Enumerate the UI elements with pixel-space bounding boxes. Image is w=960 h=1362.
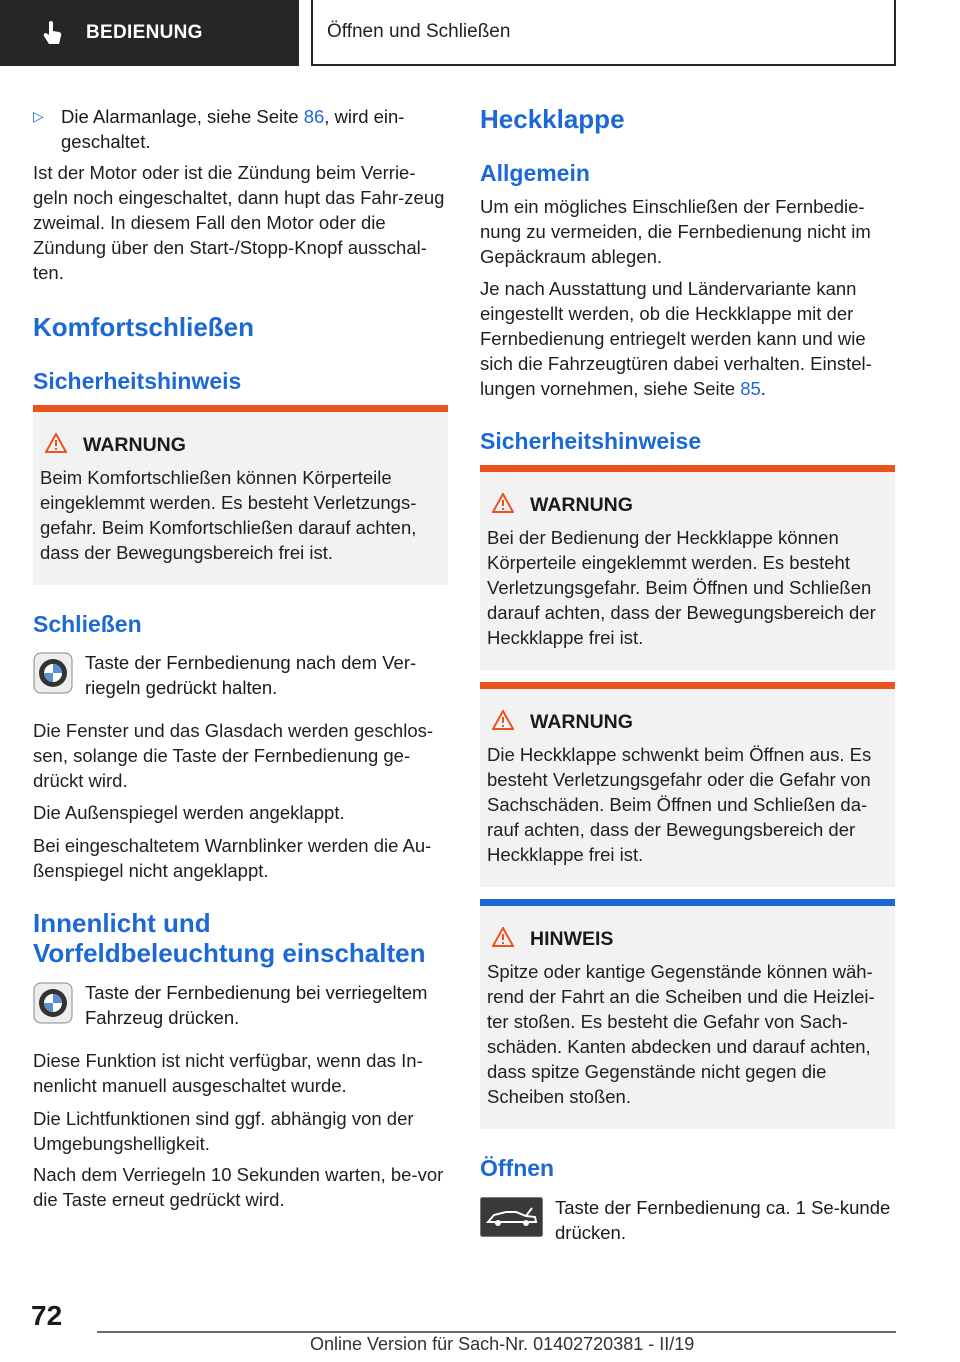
trunk-button-icon bbox=[480, 1197, 543, 1242]
warning-text: Bei der Bedienung der Heckklappe können Körperteile eingeklemmt werden. Es besteht Verletzungsgefahr. Beim Öffnen und Schließen darauf achten, dass der Bewegungsbereich der Heckklappe frei ist. bbox=[487, 527, 876, 648]
page-ref-86[interactable]: 86 bbox=[303, 106, 325, 127]
warning-triangle-icon bbox=[45, 433, 67, 458]
innenlicht-key-text: Taste der Fernbedienung bei verriegeltem Fahrzeug drücken. bbox=[85, 982, 428, 1028]
heading-schliessen: Schließen bbox=[33, 611, 142, 637]
heading-komfortschliessen: Komfortschließen bbox=[33, 312, 255, 342]
ausstattung-paragraph: Je nach Ausstattung und Ländervariante kann eingestellt werden, ob die Heckklappe mit der Fernbedienung entriegelt werden kann und wie sich die Fahrzeugtüren dabei verhalten. Einstel-lungen vornehmen, siehe Seite 85. bbox=[480, 278, 872, 399]
fenster-paragraph: Die Fenster und das Glasdach werden geschlos-sen, solange die Taste der Fernbedienung ge-drückt wird. bbox=[33, 720, 434, 791]
warning-text: Beim Komfortschließen können Körperteile eingeklemmt werden. Es besteht Verletzungs-gefahr. Beim Komfortschließen darauf achten, dass der Bewegungsbereich frei ist. bbox=[40, 467, 417, 563]
warning-label: WARNUNG bbox=[530, 711, 633, 733]
heading-innenlicht: Innenlicht und Vorfeldbeleuchtung einschalten bbox=[33, 908, 426, 968]
warning-box-heckklappe-2 bbox=[480, 682, 895, 887]
hint-text: Spitze oder kantige Gegenstände können wäh-rend der Fahrt an die Scheiben und die Heizlei-ter stoßen. Es besteht die Gefahr von Sach-schäden. Kanten abdecken und darauf achten, dass spitze Gegenstände nicht gegen die Scheiben stoßen. bbox=[487, 961, 875, 1107]
remote-key-logo-icon bbox=[33, 652, 73, 699]
hint-bar bbox=[480, 899, 895, 906]
hand-touch-icon bbox=[40, 20, 66, 46]
heading-heckklappe: Heckklappe bbox=[480, 104, 625, 134]
motor-paragraph: Ist der Motor oder ist die Zündung beim Verrie-geln noch eingeschaltet, dann hupt das Fahr-zeug zweimal. In diesem Fall den Motor oder die Zündung über den Start-/Stopp-Knopf ausschal-ten. bbox=[33, 162, 445, 283]
warning-triangle-icon bbox=[492, 710, 514, 735]
chapter-title: Öffnen und Schließen bbox=[327, 21, 511, 42]
hint-label: HINWEIS bbox=[530, 928, 614, 950]
footer-divider bbox=[97, 1331, 896, 1333]
triangle-bullet-icon: ▷ bbox=[33, 108, 44, 124]
heading-oeffnen: Öffnen bbox=[480, 1155, 555, 1181]
page-ref-85[interactable]: 85 bbox=[740, 378, 761, 399]
heading-sicherheitshinweise: Sicherheitshinweise bbox=[480, 428, 702, 454]
remote-key-logo-icon bbox=[33, 982, 73, 1029]
spiegel-paragraph: Die Außenspiegel werden angeklappt. bbox=[33, 802, 345, 823]
chapter-title-box bbox=[311, 0, 896, 66]
allgemein-paragraph: Um ein mögliches Einschließen der Fernbedie-nung zu vermeiden, die Fernbedienung nicht im Gepäckraum ablegen. bbox=[480, 196, 871, 267]
warnblinker-paragraph: Bei eingeschaltetem Warnblinker werden die Au-ßenspiegel nicht angeklappt. bbox=[33, 835, 432, 881]
section-tab bbox=[0, 0, 299, 66]
warning-bar bbox=[480, 682, 895, 689]
hint-box-scheiben bbox=[480, 899, 895, 1129]
section-label: BEDIENUNG bbox=[86, 22, 203, 43]
schliessen-key-text: Taste der Fernbedienung nach dem Ver-riegeln gedrückt halten. bbox=[85, 652, 417, 698]
footer-version-text: Online Version für Sach-Nr. 01402720381 - II/19 bbox=[310, 1334, 695, 1354]
heading-sicherheitshinweis: Sicherheitshinweis bbox=[33, 368, 242, 394]
bullet-text: Die Alarmanlage, siehe Seite bbox=[61, 106, 304, 127]
lichtfunktion-paragraph: Die Lichtfunktionen sind ggf. abhängig von der Umgebungshelligkeit. bbox=[33, 1108, 414, 1154]
warning-box-komfort bbox=[33, 405, 448, 585]
warning-bar bbox=[480, 465, 895, 472]
hint-triangle-icon bbox=[492, 927, 514, 952]
warning-label: WARNUNG bbox=[530, 494, 633, 516]
warning-triangle-icon bbox=[492, 493, 514, 518]
alarm-bullet bbox=[33, 104, 446, 154]
oeffnen-key-text: Taste der Fernbedienung ca. 1 Se-kunde drücken. bbox=[555, 1197, 891, 1243]
warning-label: WARNUNG bbox=[83, 434, 186, 456]
funktion-paragraph: Diese Funktion ist nicht verfügbar, wenn das In-nenlicht manuell ausgeschaltet wurde. bbox=[33, 1050, 423, 1096]
page-header bbox=[0, 0, 960, 66]
heading-allgemein: Allgemein bbox=[480, 160, 590, 186]
warning-text: Die Heckklappe schwenkt beim Öffnen aus. Es besteht Verletzungsgefahr oder die Gefahr von Sachschäden. Beim Öffnen und Schließen da-rauf achten, dass der Bewegungsbereich der Heckklappe frei ist. bbox=[487, 744, 872, 865]
page-number: 72 bbox=[31, 1300, 63, 1331]
verriegeln-paragraph: Nach dem Verriegeln 10 Sekunden warten, be-vor die Taste erneut gedrückt wird. bbox=[33, 1164, 444, 1210]
warning-box-heckklappe-1 bbox=[480, 465, 895, 670]
bullet-text-rest: , wird ein-geschaltet. bbox=[61, 106, 405, 152]
warning-bar bbox=[33, 405, 448, 412]
